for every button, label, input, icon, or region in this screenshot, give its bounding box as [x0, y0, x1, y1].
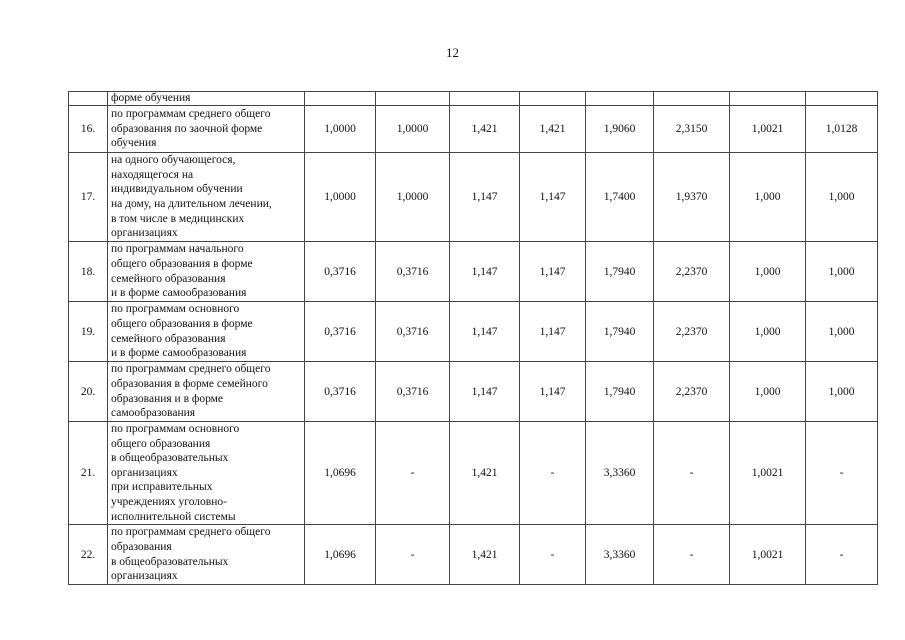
row-number: 20. — [69, 362, 108, 422]
coefficient-cell: 1,421 — [520, 106, 586, 153]
row-number: 21. — [69, 422, 108, 525]
coefficient-cell: 2,3150 — [654, 106, 730, 153]
coefficient-cell: - — [376, 525, 450, 585]
row-number: 18. — [69, 242, 108, 302]
row-number: 17. — [69, 153, 108, 242]
coefficients-table — [68, 91, 878, 585]
coefficient-cell: 3,3360 — [586, 525, 654, 585]
coefficient-cell: - — [806, 422, 878, 525]
coefficient-cell: 0,3716 — [376, 242, 450, 302]
coefficient-cell: 1,7940 — [586, 362, 654, 422]
coefficient-cell: 1,0000 — [305, 153, 376, 242]
row-description: по программам основного общего образования в общеобразовательных организациях при исправительных учреждениях уголовно- исполнительной системы — [108, 422, 305, 525]
coefficient-cell: 1,0128 — [806, 106, 878, 153]
coefficient-cell: 1,147 — [450, 242, 520, 302]
coefficient-cell: 0,3716 — [376, 362, 450, 422]
table-row — [69, 362, 878, 422]
coefficient-cell: 2,2370 — [654, 242, 730, 302]
coefficient-cell: 1,000 — [730, 362, 806, 422]
row-number: 22. — [69, 525, 108, 585]
coefficient-cell: 2,2370 — [654, 362, 730, 422]
coefficient-cell: 1,0696 — [305, 525, 376, 585]
coefficient-cell: - — [654, 525, 730, 585]
coefficient-cell: 1,000 — [806, 153, 878, 242]
coefficient-cell: - — [806, 525, 878, 585]
coefficient-cell — [520, 92, 586, 106]
row-description: по программам среднего общего образования по заочной форме обучения — [108, 106, 305, 153]
coefficient-cell: 1,000 — [806, 242, 878, 302]
coefficient-cell: 1,000 — [806, 362, 878, 422]
coefficient-cell: 1,147 — [450, 302, 520, 362]
coefficient-cell: - — [654, 422, 730, 525]
page-number: 12 — [446, 45, 459, 60]
coefficient-cell: 1,7940 — [586, 302, 654, 362]
coefficient-cell — [730, 92, 806, 106]
coefficient-cell: - — [376, 422, 450, 525]
table-row — [69, 422, 878, 525]
coefficient-cell: 1,421 — [450, 525, 520, 585]
coefficient-cell — [376, 92, 450, 106]
coefficient-cell: 2,2370 — [654, 302, 730, 362]
coefficient-cell: 1,9370 — [654, 153, 730, 242]
coefficient-cell: 1,7400 — [586, 153, 654, 242]
row-number: 16. — [69, 106, 108, 153]
coefficient-cell: 0,3716 — [376, 302, 450, 362]
row-number: 19. — [69, 302, 108, 362]
row-description: по программам начального общего образования в форме семейного образования и в форме самообразования — [108, 242, 305, 302]
coefficient-cell: 0,3716 — [305, 362, 376, 422]
coefficient-cell: 3,3360 — [586, 422, 654, 525]
coefficient-cell: 1,0696 — [305, 422, 376, 525]
row-description: по программам среднего общего образования в общеобразовательных организациях — [108, 525, 305, 585]
coefficient-cell — [305, 92, 376, 106]
coefficient-cell: 1,0000 — [376, 106, 450, 153]
coefficient-cell: 1,0021 — [730, 422, 806, 525]
table-row — [69, 242, 878, 302]
coefficient-cell: 1,0000 — [376, 153, 450, 242]
coefficient-cell: - — [520, 525, 586, 585]
coefficient-cell — [450, 92, 520, 106]
coefficient-cell: 0,3716 — [305, 242, 376, 302]
table-row — [69, 92, 878, 106]
row-description: форме обучения — [108, 92, 305, 106]
coefficient-cell: 1,000 — [806, 302, 878, 362]
coefficient-cell: 1,0000 — [305, 106, 376, 153]
coefficient-cell: 1,000 — [730, 153, 806, 242]
coefficient-cell: 1,421 — [450, 106, 520, 153]
row-number — [69, 92, 108, 106]
table-row — [69, 525, 878, 585]
table-row — [69, 106, 878, 153]
table-row — [69, 153, 878, 242]
coefficient-cell — [586, 92, 654, 106]
coefficient-cell: 1,000 — [730, 302, 806, 362]
coefficient-cell: 1,147 — [520, 302, 586, 362]
coefficient-cell: 1,147 — [450, 153, 520, 242]
coefficient-cell: 1,147 — [520, 242, 586, 302]
coefficient-cell: 1,147 — [520, 153, 586, 242]
coefficient-cell — [806, 92, 878, 106]
coefficient-cell: 1,421 — [450, 422, 520, 525]
coefficient-cell: 1,0021 — [730, 525, 806, 585]
coefficient-cell: 1,0021 — [730, 106, 806, 153]
coefficient-cell: 1,7940 — [586, 242, 654, 302]
coefficient-cell: 1,147 — [520, 362, 586, 422]
row-description: на одного обучающегося, находящегося на индивидуальном обучении на дому, на длительном лечении, в том числе в медицинских организациях — [108, 153, 305, 242]
coefficient-cell: 1,000 — [730, 242, 806, 302]
row-description: по программам среднего общего образования в форме семейного образования и в форме самообразования — [108, 362, 305, 422]
coefficient-cell — [654, 92, 730, 106]
coefficient-cell: 1,147 — [450, 362, 520, 422]
coefficient-cell: 0,3716 — [305, 302, 376, 362]
coefficient-cell: - — [520, 422, 586, 525]
row-description: по программам основного общего образования в форме семейного образования и в форме самообразования — [108, 302, 305, 362]
coefficient-cell: 1,9060 — [586, 106, 654, 153]
table-row — [69, 302, 878, 362]
